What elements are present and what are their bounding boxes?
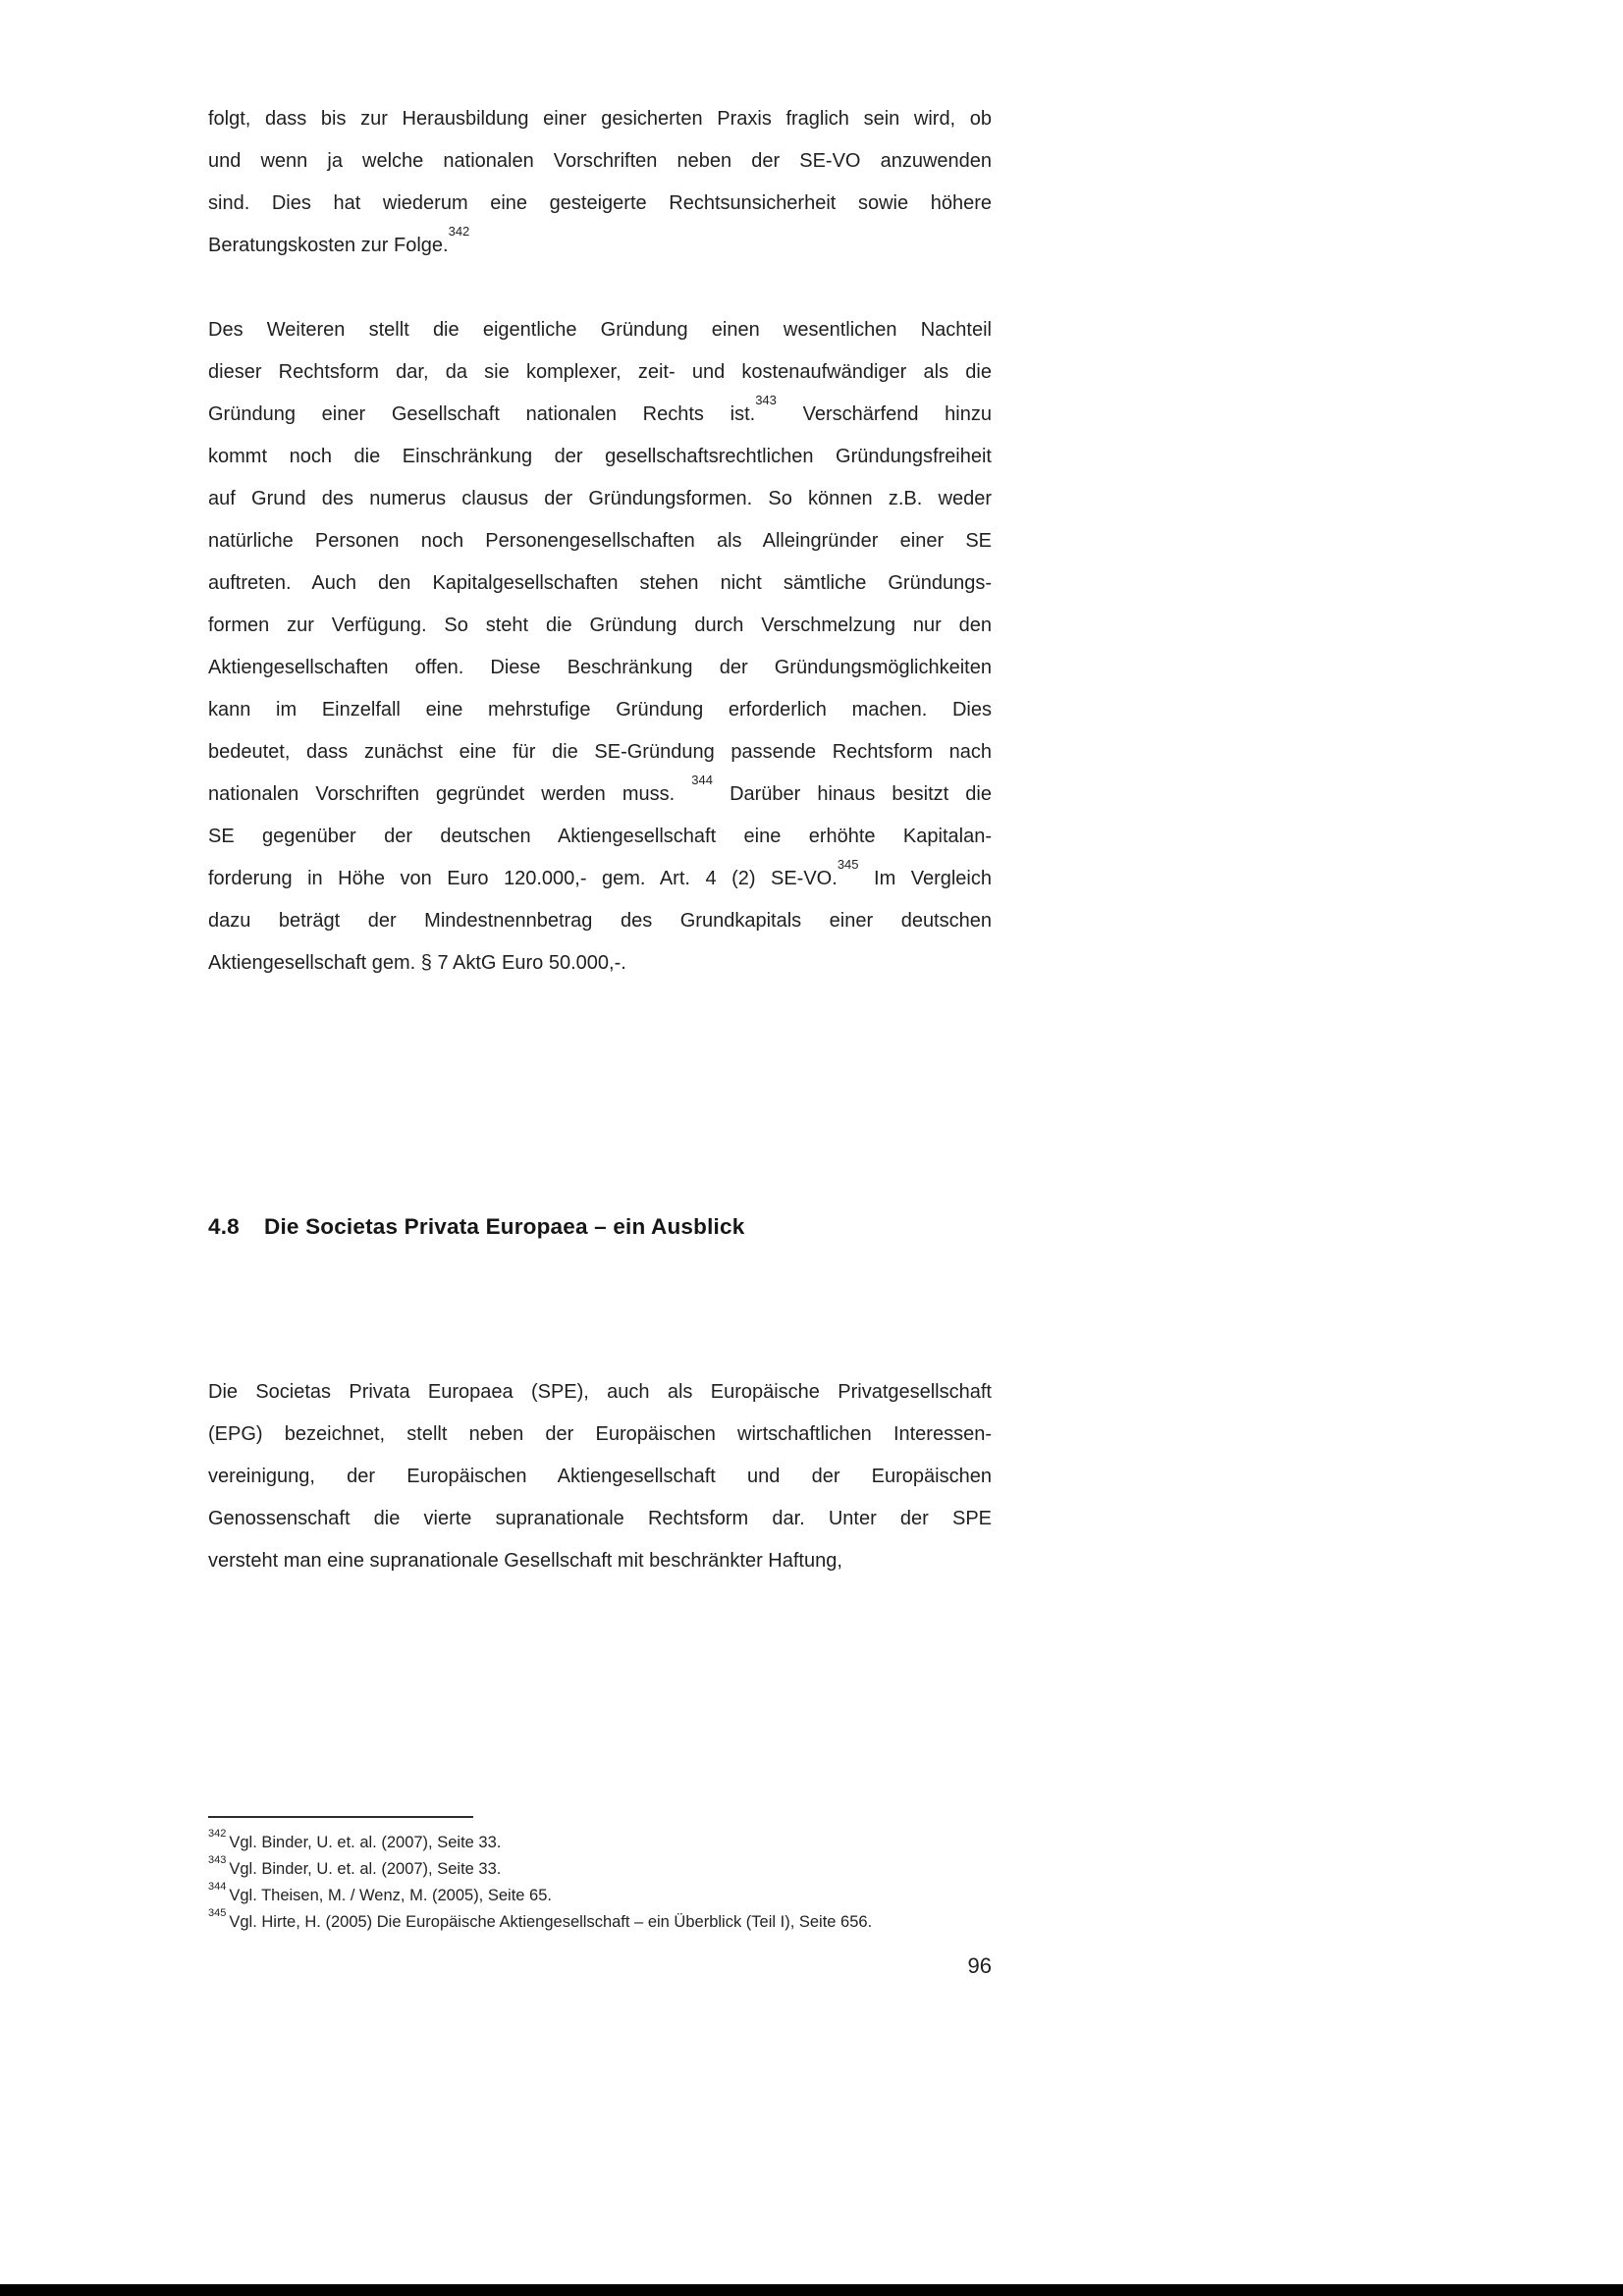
text-line bbox=[208, 605, 992, 647]
footnotes-section bbox=[208, 1816, 992, 1936]
text-line bbox=[208, 309, 992, 351]
footnote-text: Vgl. Binder, U. et. al. (2007), Seite 33. bbox=[229, 1834, 502, 1851]
text-run: Aktiengesellschaften offen. Diese Beschränkung der Gründungsmöglichkeiten bbox=[208, 657, 992, 678]
paragraph-3 bbox=[208, 1371, 992, 1582]
footnote-ref: 345 bbox=[837, 858, 859, 873]
text-run: SE gegenüber der deutschen Aktiengesellschaft eine erhöhte Kapitalan- bbox=[208, 826, 992, 847]
text-run: Im Vergleich bbox=[858, 868, 992, 889]
footnote-text: Vgl. Theisen, M. / Wenz, M. (2005), Seite 65. bbox=[229, 1887, 552, 1904]
text-line bbox=[208, 394, 992, 436]
text-line bbox=[208, 1456, 992, 1498]
footnote-marker: 344 bbox=[208, 1880, 227, 1893]
section-heading bbox=[208, 1214, 992, 1240]
text-run: Verschärfend hinzu bbox=[776, 403, 992, 425]
text-line bbox=[208, 774, 992, 816]
text-run: bedeutet, dass zunächst eine für die SE-Gründung passende Rechtsform nach bbox=[208, 741, 992, 763]
section-number: 4.8 bbox=[208, 1214, 240, 1239]
text-line bbox=[208, 689, 992, 731]
text-line bbox=[208, 562, 992, 605]
text-run: dazu beträgt der Mindestnennbetrag des Grundkapitals einer deutschen bbox=[208, 910, 992, 932]
footnote-342 bbox=[208, 1827, 992, 1856]
text-run: formen zur Verfügung. So steht die Gründung durch Verschmelzung nur den bbox=[208, 614, 992, 636]
text-line bbox=[208, 942, 992, 985]
text-line bbox=[208, 816, 992, 858]
page-number: 96 bbox=[967, 1953, 992, 1978]
text-line bbox=[208, 1414, 992, 1456]
text-run: Des Weiteren stellt die eigentliche Gründung einen wesentlichen Nachteil bbox=[208, 319, 992, 341]
footnote-ref: 344 bbox=[691, 774, 713, 788]
text-run: und wenn ja welche nationalen Vorschriften neben der SE-VO anzuwenden bbox=[208, 150, 992, 172]
footnote-marker: 342 bbox=[208, 1827, 227, 1840]
text-line bbox=[208, 140, 992, 183]
text-run: natürliche Personen noch Personengesellschaften als Alleingründer einer SE bbox=[208, 530, 992, 552]
paragraph-1 bbox=[208, 98, 992, 267]
text-line bbox=[208, 183, 992, 225]
text-line bbox=[208, 1498, 992, 1540]
section-title: Die Societas Privata Europaea – ein Ausblick bbox=[264, 1214, 745, 1239]
text-line bbox=[208, 1540, 992, 1582]
text-run: nationalen Vorschriften gegründet werden muss. bbox=[208, 783, 692, 805]
footnote-343 bbox=[208, 1853, 992, 1883]
footnote-marker: 345 bbox=[208, 1906, 227, 1919]
footnote-ref: 343 bbox=[755, 394, 777, 408]
text-run: forderung in Höhe von Euro 120.000,- gem. Art. 4 (2) SE-VO. bbox=[208, 868, 838, 889]
text-line bbox=[208, 478, 992, 520]
text-line bbox=[208, 225, 992, 267]
text-run: Beratungskosten zur Folge. bbox=[208, 235, 449, 256]
footnote-ref: 342 bbox=[448, 225, 470, 240]
text-line bbox=[208, 731, 992, 774]
text-run: sind. Dies hat wiederum eine gesteigerte Rechtsunsicherheit sowie höhere bbox=[208, 192, 992, 214]
text-run: kann im Einzelfall eine mehrstufige Gründung erforderlich machen. Dies bbox=[208, 699, 992, 721]
text-line bbox=[208, 900, 992, 942]
text-line bbox=[208, 436, 992, 478]
paragraph-2 bbox=[208, 309, 992, 985]
text-line bbox=[208, 98, 992, 140]
text-run: Gründung einer Gesellschaft nationalen Rechts ist. bbox=[208, 403, 756, 425]
text-run: auf Grund des numerus clausus der Gründungsformen. So können z.B. weder bbox=[208, 488, 992, 509]
text-line bbox=[208, 858, 992, 900]
text-run: auftreten. Auch den Kapitalgesellschaften stehen nicht sämtliche Gründungs- bbox=[208, 572, 992, 594]
text-run: Die Societas Privata Europaea (SPE), auch als Europäische Privatgesellschaft bbox=[208, 1381, 992, 1403]
text-run: Aktiengesellschaft gem. § 7 AktG Euro 50.000,-. bbox=[208, 952, 626, 974]
text-run: Genossenschaft die vierte supranationale Rechtsform dar. Unter der SPE bbox=[208, 1508, 992, 1529]
text-run: kommt noch die Einschränkung der gesellschaftsrechtlichen Gründungsfreiheit bbox=[208, 446, 992, 467]
text-run: dieser Rechtsform dar, da sie komplexer, zeit- und kostenaufwändiger als die bbox=[208, 361, 992, 383]
text-line bbox=[208, 1371, 992, 1414]
text-run: versteht man eine supranationale Gesellschaft mit beschränkter Haftung, bbox=[208, 1550, 842, 1572]
footnote-344 bbox=[208, 1880, 992, 1909]
footnote-text: Vgl. Hirte, H. (2005) Die Europäische Aktiengesellschaft – ein Überblick (Teil I), Seite 656. bbox=[229, 1913, 873, 1931]
footnote-345 bbox=[208, 1906, 992, 1936]
text-line bbox=[208, 520, 992, 562]
scan-edge-bar bbox=[0, 2284, 1623, 2296]
text-line bbox=[208, 647, 992, 689]
text-run: vereinigung, der Europäischen Aktiengesellschaft und der Europäischen bbox=[208, 1466, 992, 1487]
text-run: Darüber hinaus besitzt die bbox=[713, 783, 992, 805]
text-line bbox=[208, 351, 992, 394]
text-run: (EPG) bezeichnet, stellt neben der Europäischen wirtschaftlichen Interessen- bbox=[208, 1423, 992, 1445]
footnote-separator bbox=[208, 1816, 473, 1818]
text-run: folgt, dass bis zur Herausbildung einer gesicherten Praxis fraglich sein wird, ob bbox=[208, 108, 992, 130]
footnote-marker: 343 bbox=[208, 1853, 227, 1866]
footnote-text: Vgl. Binder, U. et. al. (2007), Seite 33. bbox=[229, 1860, 502, 1878]
